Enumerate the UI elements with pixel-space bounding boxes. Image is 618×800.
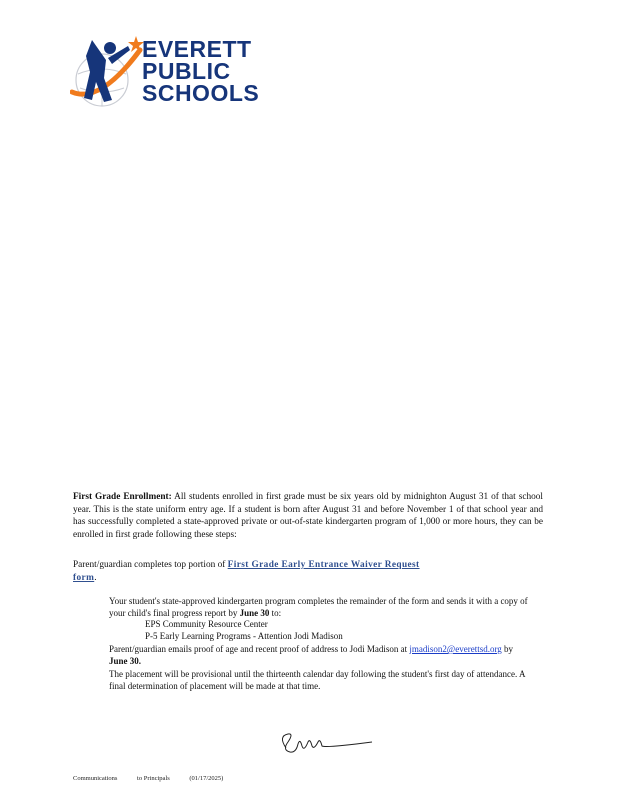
step-text-mid: by [501, 644, 514, 654]
everett-public-schools-logo [70, 34, 260, 114]
step-text: Your student's state-approved kindergarten program completes the remainder of the form and sends it with a copy of your child's final progress report by [109, 596, 528, 618]
paragraph-heading: First Grade Enrollment: [73, 492, 172, 502]
step-text: The placement will be provisional until the thirteenth calendar day following the student's first day of attendance. A final determination of placement will be made at that time. [109, 669, 526, 691]
steps-list [90, 596, 530, 694]
footer-audience: to Principals [137, 775, 170, 782]
step-text-end: to: [269, 607, 282, 618]
footer [73, 775, 241, 782]
logo-line-1: EVERETT [142, 36, 252, 62]
logo-line-2: PUBLIC [142, 58, 231, 84]
address-line-1: EPS Community Resource Center [145, 619, 268, 629]
logo-line-3: SCHOOLS [142, 80, 260, 106]
address-line-2: P-5 Early Learning Programs - Attention Jodi Madison [145, 630, 343, 641]
signature-icon [276, 728, 376, 758]
logo-emblem-icon [70, 34, 150, 114]
deadline: June 30 [239, 607, 270, 618]
logo-wordmark [142, 38, 259, 104]
list-item [90, 669, 530, 692]
email-link[interactable]: jmadison2@everettsd.org [409, 644, 502, 654]
waiver-paragraph-text: Parent/guardian completes top portion of [73, 560, 228, 570]
paragraph-body: All students enrolled in first grade must be six years old by midnighton August 31 of that school year. This is the state uniform entry age. If a student is born after August 31 and before November 1 of that school year and has successfully completed a state-approved private or out-of-state kindergarten program of 1,000 or more hours, they can be enrolled in first grade following these steps: [73, 492, 543, 540]
footer-department: Communications [73, 775, 118, 782]
waiver-form-link-continued[interactable]: form [73, 572, 95, 583]
footer-date: (01/17/2025) [189, 775, 224, 782]
first-grade-enrollment-paragraph [73, 491, 543, 541]
list-item [90, 596, 530, 642]
deadline: June 30. [109, 655, 142, 666]
list-item [90, 644, 530, 667]
waiver-form-paragraph [73, 559, 543, 584]
waiver-form-link[interactable]: First Grade Early Entrance Waiver Request [227, 560, 420, 570]
step-text: Parent/guardian emails proof of age and recent proof of address to Jodi Madison at [109, 644, 410, 654]
waiver-paragraph-end: . [94, 572, 97, 583]
signature [276, 728, 376, 763]
